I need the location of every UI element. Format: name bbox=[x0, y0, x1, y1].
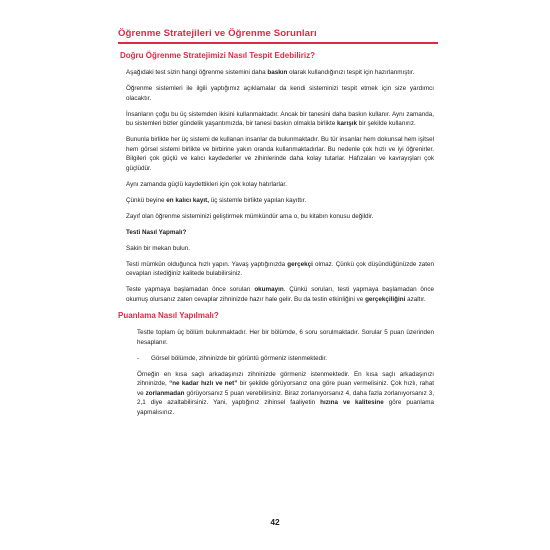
list-item: - Görsel bölümde, zihninizde bir görüntü görmeniz istenmektedir. bbox=[137, 354, 328, 362]
paragraph: Testi mümkün olduğunca hızlı yapın. Yavaş yaptığınızda gerçekçi olmaz. Çünkü çok düşündüğünüzde zaten cevapları istediğiniz kalitede bulabilirsiniz. bbox=[126, 260, 434, 278]
subheading-how-to-test: Testi Nasıl Yapmalı? bbox=[126, 228, 187, 236]
chapter-header bbox=[118, 28, 438, 44]
paragraph: İnsanların çoğu bu üç sistemden ikisini kullanmaktadır. Ancak bir tanesini daha baskın kullanır. Aynı zamanda, bu sistemleri bizler gündelik yaşantımızda, bir tanesi baskın olmakla birlikte karışık bir şekilde kullanırız. bbox=[126, 110, 434, 128]
page-number: 42 bbox=[270, 517, 280, 527]
paragraph: Zayıf olan öğrenme sisteminizi geliştirmek mümkündür ama o, bu kitabın konusu değildir. bbox=[126, 212, 374, 220]
paragraph: Öğrenme sistemleri ile ilgili yaptığımız açıklamalar da kendi sisteminizi tespit etmek için size yardımcı olacaktır. bbox=[126, 84, 434, 102]
paragraph: Aşağıdaki test sizin hangi öğrenme sistemini daha baskın olarak kullandığınızı tespit için hazırlanmıştır. bbox=[126, 69, 415, 76]
paragraph: Teste yapmaya başlamadan önce soruları okumayın. Çünkü soruları, testi yapmaya başlamadan önce okumuş olursanız zaten cevaplar zihninizde hazır hale gelir. Bu da testin etkinliğini ve gerçekçiliğini azaltır. bbox=[126, 286, 434, 303]
paragraph: Sakin bir mekan bulun. bbox=[126, 244, 191, 252]
section-heading-scoring: Puanlama Nasıl Yapılmalı? bbox=[118, 310, 219, 320]
paragraph: Testte toplam üç bölüm bulunmaktadır. Her bir bölümde, 6 soru sorulmaktadır. Sorular 5 puan üzerinden hesaplanır. bbox=[137, 328, 434, 346]
paragraph: Aynı zamanda güçlü kaydettikleri için çok kolay hatırlarlar. bbox=[126, 180, 287, 188]
paragraph: Bununla birlikte her üç sistemi de kullanan insanlar da bulunmaktadır. Bu tür insanlar hem dokunsal hem işitsel hem görsel sistemi birlikte ve birbirine yakın oranda kullanmaktadırlar. Bu nedenle çok hızlı ve iyi öğrenirler. Bilgileri çok güçlü ve kalıcı kaydederler ve zihinlerinde daha kolay tutarlar. Hafızaları ve kavrayışları çok güçlüdür. bbox=[126, 136, 435, 172]
page-content bbox=[118, 51, 435, 424]
paragraph: Çünkü beyine en kalıcı kayıt, üç sistemle birlikte yapılan kayıttır. bbox=[126, 196, 307, 204]
paragraph: Örneğin en kısa saçlı arkadaşınızı zihninizde görmeniz istenmektedir. En kısa saçlı arkadaşınızı zihninizde, “ne kadar hızlı ve net” bir şekilde görüyorsanız ona göre puan vermelisiniz. Çok hızlı, rahat ve zorlanmadan görüyorsanız 5 puan verebilirsiniz. Biraz zorlanıyorsanız 4, daha fazla zorlanıyorsanız 3, 2,1 diye azaltabilirsiniz. Yani, yaptığınız zihinsel faaliyetin hızına ve kalitesine göre puanlama yapmalısınız. bbox=[137, 370, 434, 416]
chapter-title: Öğrenme Stratejileri ve Öğrenme Sorunları bbox=[118, 28, 317, 39]
bullet-dash: - bbox=[137, 354, 140, 362]
section-heading-strategy: Doğru Öğrenme Stratejimizi Nasıl Tespit Edebiliriz? bbox=[120, 51, 315, 60]
